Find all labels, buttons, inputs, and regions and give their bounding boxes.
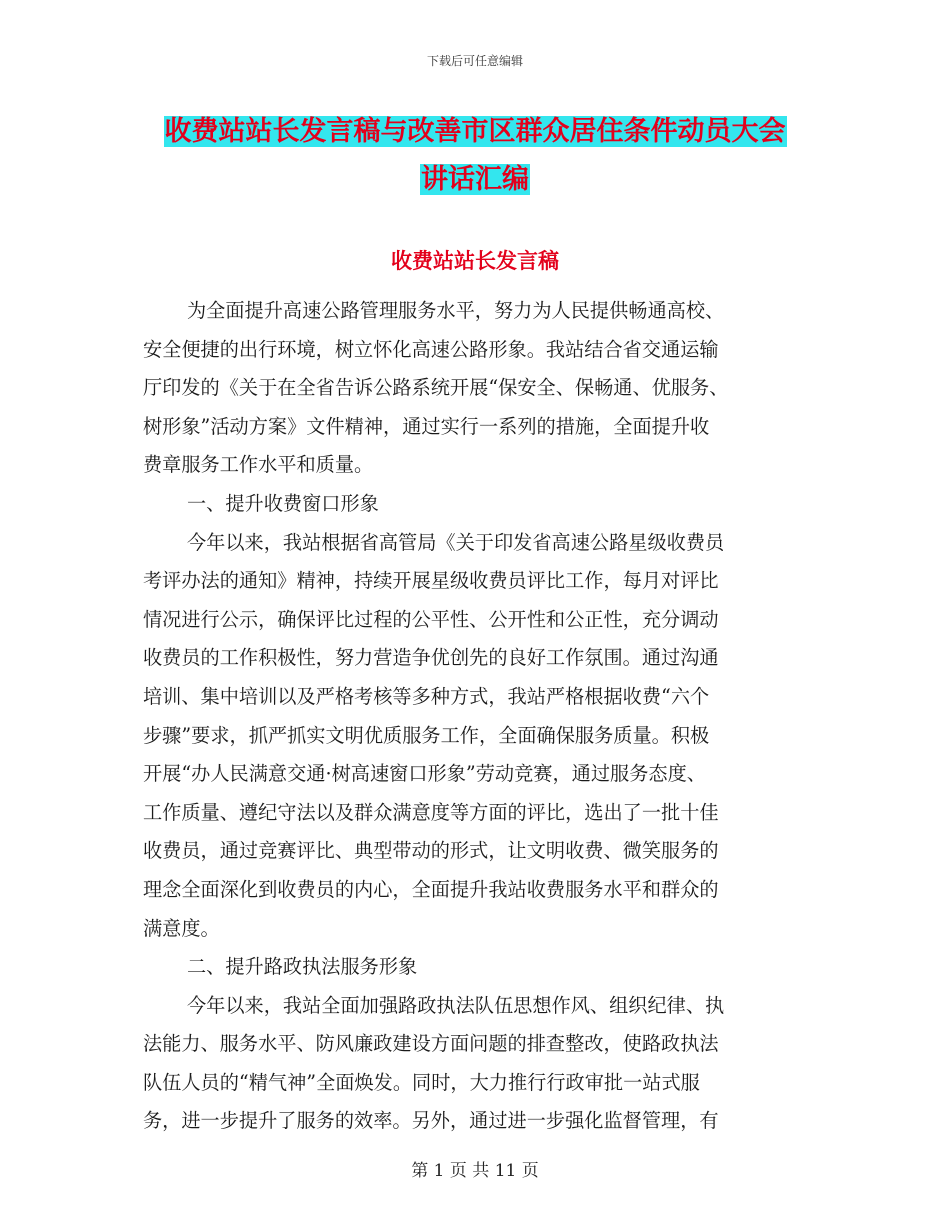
paragraph-line: 务，进一步提升了服务的效率。另外，通过进一步强化监督管理，有	[143, 1109, 719, 1133]
paragraph-line: 队伍人员的“精气神”全面焕发。同时，大力推行行政审批一站式服	[143, 1070, 700, 1094]
paragraph-line: 满意度。	[143, 916, 220, 940]
title-line-2: 讲话汇编	[421, 164, 529, 195]
paragraph-line: 步骤”要求，抓严抓实文明优质服务工作，全面确保服务质量。积极	[143, 723, 710, 747]
document-title	[0, 108, 950, 204]
paragraph-line: 今年以来，我站根据省高管局《关于印发省高速公路星级收费员	[187, 530, 725, 554]
paragraph-line: 开展“办人民满意交通·树高速窗口形象”劳动竞赛，通过服务态度、	[143, 762, 706, 786]
page-footer: 第 1 页 共 11 页	[411, 1161, 539, 1181]
paragraph-line: 理念全面深化到收费员的内心，全面提升我站收费服务水平和群众的	[143, 877, 719, 901]
section-heading-1: 一、提升收费窗口形象	[187, 491, 379, 515]
title-line-1: 收费站站长发言稿与改善市区群众居住条件动员大会	[164, 116, 786, 147]
paragraph-line: 安全便捷的出行环境，树立怀化高速公路形象。我站结合省交通运输	[143, 337, 719, 361]
body-text	[143, 292, 808, 1141]
paragraph-line: 收费员，通过竞赛评比、典型带动的形式，让文明收费、微笑服务的	[143, 839, 719, 863]
paragraph-line: 工作质量、遵纪守法以及群众满意度等方面的评比，选出了一批十佳	[143, 800, 719, 824]
paragraph-line: 收费员的工作积极性，努力营造争优创先的良好工作氛围。通过沟通	[143, 646, 719, 670]
paragraph-line: 树形象”活动方案》文件精神，通过实行一系列的措施，全面提升收	[143, 414, 710, 438]
paragraph-line: 培训、集中培训以及严格考核等多种方式，我站严格根据收费“六个	[143, 684, 710, 708]
paragraph-line: 今年以来，我站全面加强路政执法队伍思想作风、组织纪律、执	[187, 993, 725, 1017]
section-title: 收费站站长发言稿	[391, 249, 559, 273]
paragraph-line: 为全面提升高速公路管理服务水平，努力为人民提供畅通高校、	[187, 299, 725, 322]
paragraph-line: 法能力、服务水平、防风廉政建设方面问题的排查整改，使路政执法	[143, 1032, 719, 1056]
header-note: 下载后可任意编辑	[426, 54, 523, 68]
section-heading-2: 二、提升路政执法服务形象	[187, 955, 418, 979]
paragraph-line: 考评办法的通知》精神，持续开展星级收费员评比工作，每月对评比	[143, 569, 719, 593]
paragraph-line: 厅印发的《关于在全省告诉公路系统开展“保安全、保畅通、优服务、	[143, 376, 729, 400]
paragraph-line: 费章服务工作水平和质量。	[143, 453, 374, 477]
paragraph-line: 情况进行公示，确保评比过程的公平性、公开性和公正性，充分调动	[143, 607, 719, 631]
